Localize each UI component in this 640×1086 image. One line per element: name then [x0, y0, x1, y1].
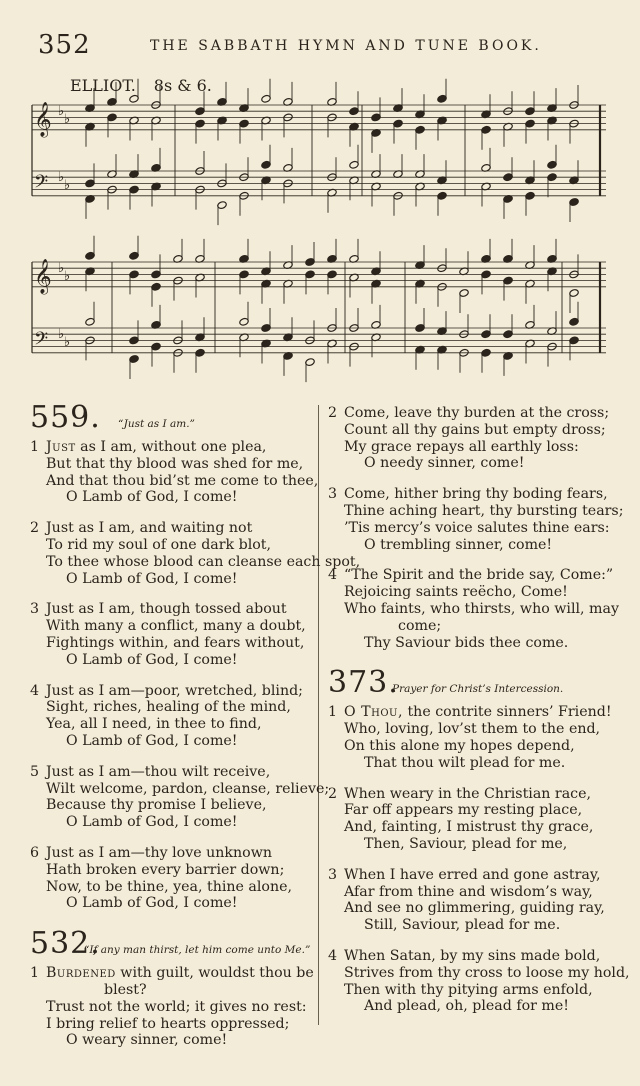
- stanza: 4 Just as I am—poor, wretched, blind; Sight, riches, healing of the mind, Yea, all I need, in thee to find, O Lamb of God, I come!: [30, 682, 303, 749]
- flat-icon: ♭: [64, 335, 71, 350]
- stanza: 2 Just as I am, and waiting not To rid my soul of one dark blot, To thee whose blood can cleanse each spot, O Lamb of God, I come!: [30, 520, 361, 587]
- hymn-number: 532.: [30, 926, 101, 962]
- hymn-number: 559.: [30, 400, 101, 435]
- hymn-532-heading: [30, 926, 330, 961]
- stanza: 2 When weary in the Christian race, Far off appears my resting place, And, fainting, I mistrust thy grace, Then, Saviour, plead for me,: [328, 785, 594, 852]
- hymn-373-heading: [328, 665, 624, 700]
- stanza: 3 When I have erred and gone astray, Afar from thine and wisdom’s way, And see no glimmering, guiding ray, Still, Saviour, plead for me.: [328, 866, 605, 934]
- right-column: [328, 405, 630, 1029]
- flat-icon: ♭: [64, 112, 71, 127]
- hymn-title: Prayer for Christ’s Intercession.: [392, 683, 564, 696]
- left-column: [30, 400, 361, 1063]
- stanza: 6 Just as I am—thy love unknown Hath broken every barrier down; Now, to be thine, yea, thine alone, O Lamb of God, I come!: [30, 844, 292, 912]
- stanza: 4 When Satan, by my sins made bold, Strives from thy cross to loose my hold, Then with thy pitying arms enfold, And plead, oh, plead for me!: [328, 947, 630, 1015]
- stanza: 1 Burdened with guilt, wouldst thou be blest? Trust not the world; it gives no rest: I bring relief to hearts oppressed; O weary sinner, come!: [30, 965, 314, 1049]
- running-title: THE SABBATH HYMN AND TUNE BOOK.: [150, 38, 542, 54]
- first-word: O Thou,: [344, 704, 403, 721]
- tune-meter: 8s & 6.: [153, 76, 212, 95]
- hymn-title: “Just as I am.”: [118, 418, 195, 430]
- page-number: 352: [38, 30, 91, 60]
- stanza: 4 “The Spirit and the bride say, Come:” Rejoicing saints reëcho, Come! Who faints, who thirsts, who will, may come; Thy Saviour bids thee come.: [328, 567, 619, 651]
- stanza: 1 O Thou, the contrite sinners’ Friend! Who, loving, lov’st them to the end, On this alone my hopes depend, That thou wilt plead for me.: [328, 704, 612, 771]
- flat-icon: ♭: [58, 104, 65, 119]
- stanza: 3 Come, hither bring thy boding fears, Thine aching heart, thy bursting tears; ’Tis mercy’s voice salutes thine ears: O trembling sinner, come!: [328, 486, 624, 553]
- stanza: 5 Just as I am—thou wilt receive, Wilt welcome, pardon, cleanse, relieve; Because thy promise I believe, O Lamb of God, I come!: [30, 763, 330, 831]
- hymn-title: “If any man thirst, let him come unto Me.”: [84, 944, 311, 957]
- staff-systems: [32, 79, 606, 382]
- flat-icon: ♭: [58, 261, 65, 276]
- stanza: 1 Just as I am, without one plea, But that thy blood was shed for me, And that thou bid’st me come to thee, O Lamb of God, I come!: [30, 439, 319, 506]
- flat-icon: ♭: [58, 327, 65, 342]
- first-word: Burdened: [46, 965, 116, 982]
- music-score: [0, 0, 640, 390]
- flat-icon: ♭: [64, 269, 71, 284]
- flat-icon: ♭: [64, 178, 71, 193]
- stanza: 2 Come, leave thy burden at the cross; Count all thy gains but empty dross; My grace repays all earthly loss: O needy sinner, come!: [328, 405, 610, 472]
- hymn-559-heading: [30, 400, 330, 435]
- treble-clef-icon: 𝄞: [34, 102, 52, 137]
- tune-name: ELLIOT.: [70, 76, 136, 95]
- bass-clef-icon: 𝄢: [34, 172, 49, 197]
- flat-icon: ♭: [58, 170, 65, 185]
- bass-clef-icon: 𝄢: [34, 329, 49, 354]
- first-word: Just: [46, 439, 76, 455]
- stanza: 3 Just as I am, though tossed about With many a conflict, many a doubt, Fightings within, and fears without, O Lamb of God, I come!: [30, 601, 306, 668]
- treble-clef-icon: 𝄞: [34, 259, 52, 294]
- hymn-number: 373.: [328, 665, 399, 701]
